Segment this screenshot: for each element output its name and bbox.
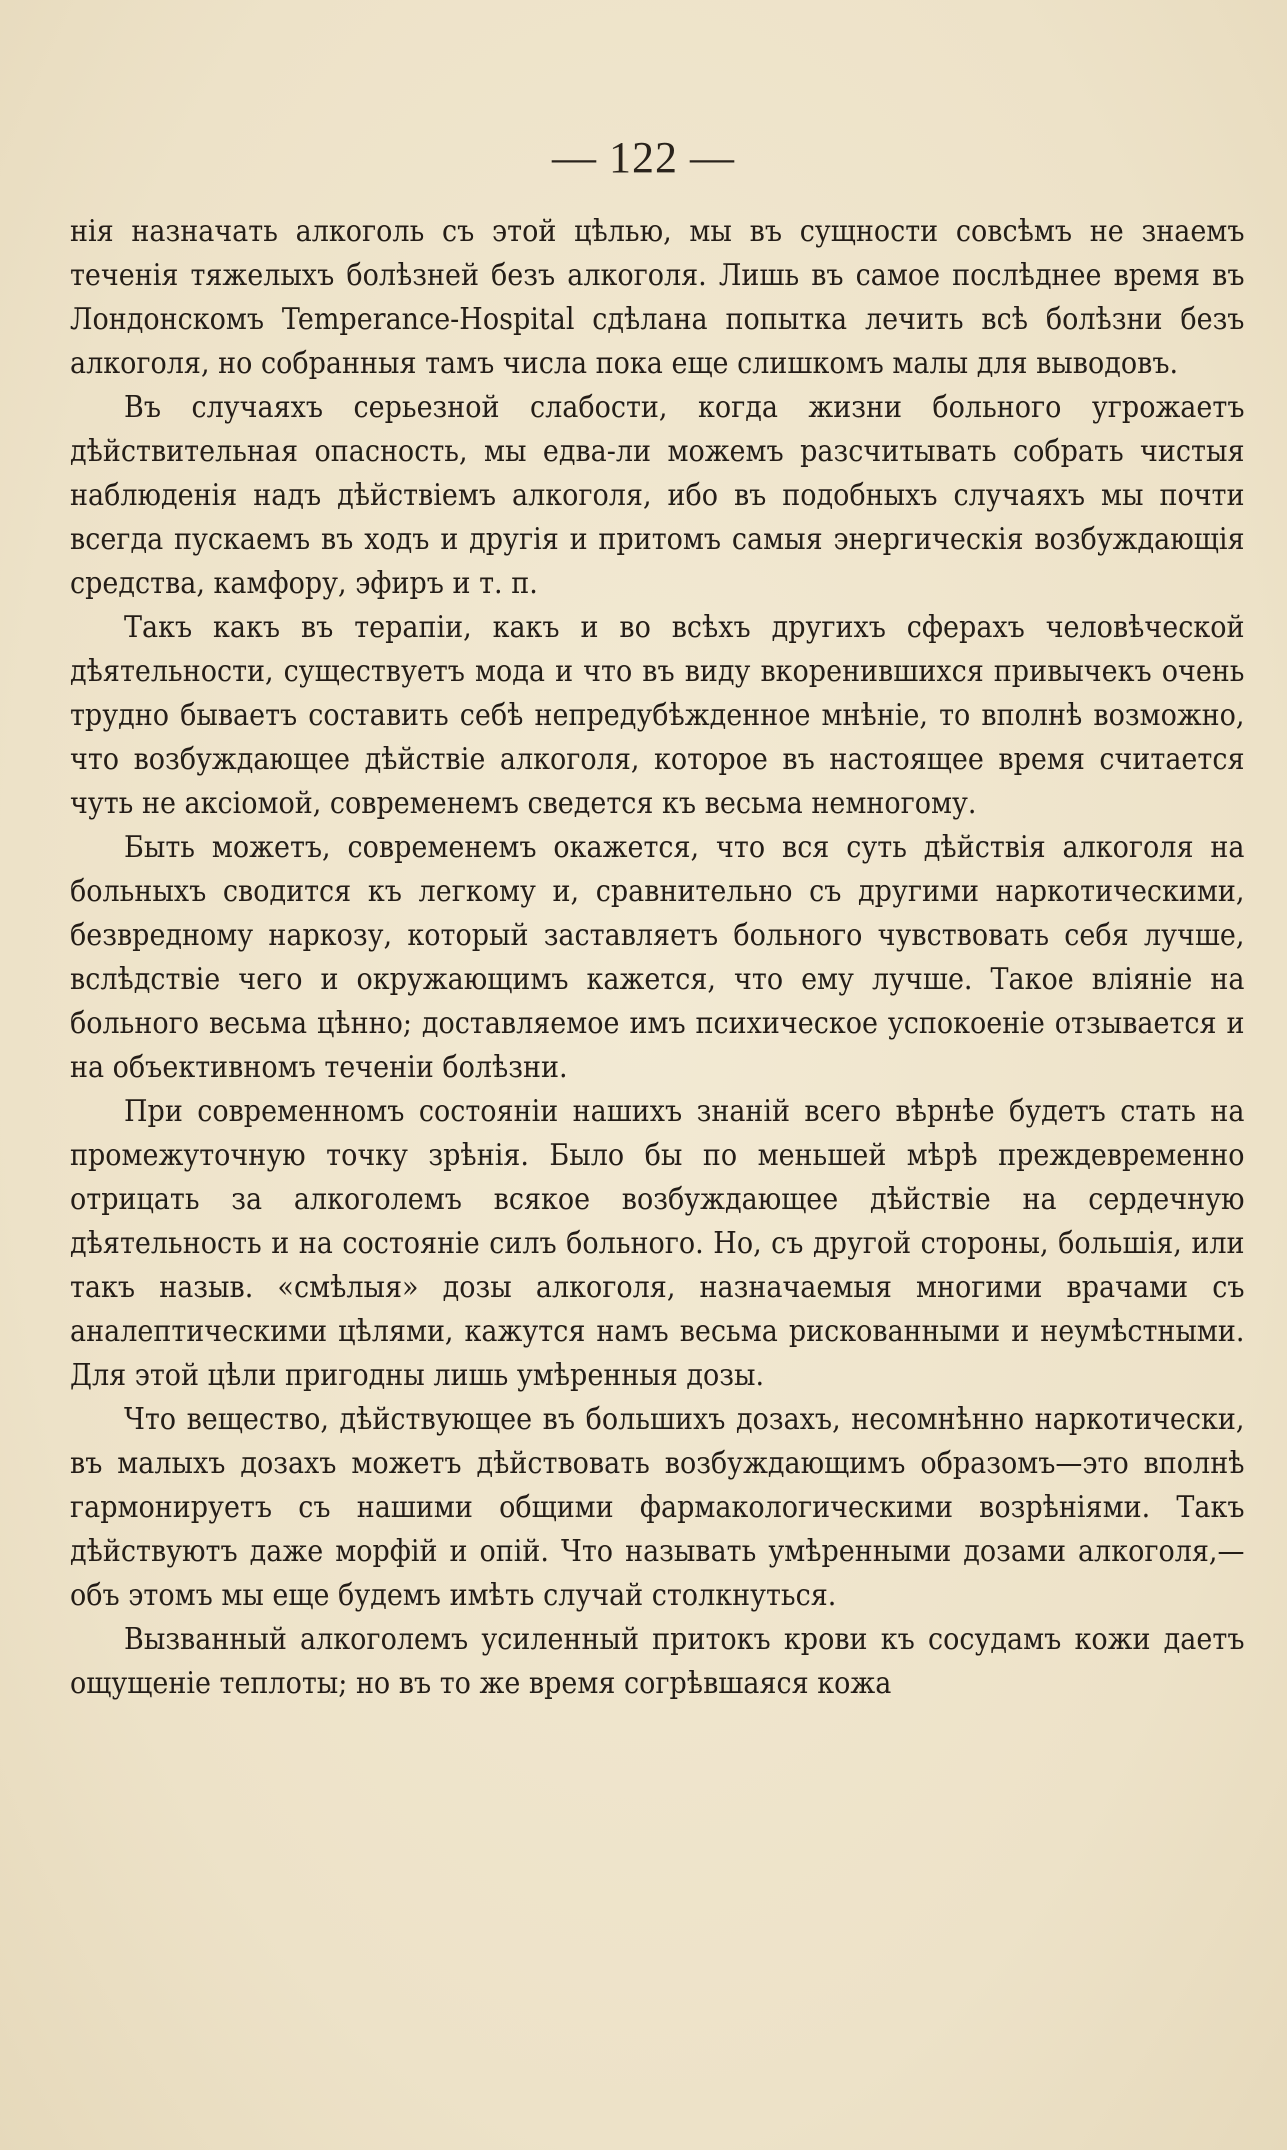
paragraph: Что вещество, дѣйствующее въ большихъ дозахъ, несомнѣнно наркотически, въ малыхъ дозахъ можетъ дѣйствовать возбуждающимъ образомъ—это вполнѣ гармонируетъ съ нашими общими фармакологическими возрѣніями. Такъ дѣйствуютъ даже морфій и опій. Что называть умѣренными дозами алкоголя,—объ этомъ мы еще будемъ имѣть случай столкнуться. — [70, 1402, 1245, 1613]
paragraph: Въ случаяхъ серьезной слабости, когда жизни больного угрожаетъ дѣйствительная опасность, мы едва-ли можемъ разсчитывать собрать чистыя наблюденія надъ дѣйствіемъ алкоголя, ибо въ подобныхъ случаяхъ мы почти всегда пускаемъ въ ходъ и другія и притомъ самыя энергическія возбуждающія средства, камфору, эфиръ и т. п. — [70, 390, 1245, 601]
paragraph: Вызванный алкоголемъ усиленный притокъ крови къ сосудамъ кожи даетъ ощущеніе теплоты; но въ то же время согрѣвшаяся кожа — [70, 1622, 1245, 1701]
paragraph: Такъ какъ въ терапіи, какъ и во всѣхъ другихъ сферахъ человѣческой дѣятельности, существуетъ мода и что въ виду вкоренившихся привычекъ очень трудно бываетъ составить себѣ непредубѣжденное мнѣніе, то вполнѣ возможно, что возбуждающее дѣйствіе алкоголя, которое въ настоящее время считается чуть не аксіомой, современемъ сведется къ весьма немногому. — [70, 610, 1245, 821]
page-number: — 122 — — [552, 133, 735, 182]
text-body — [70, 210, 1245, 1706]
paragraph: Быть можетъ, современемъ окажется, что вся суть дѣйствія алкоголя на больныхъ сводится къ легкому и, сравнительно съ другими наркотическими, безвредному наркозу, который заставляетъ больного чувствовать себя лучше, вслѣдствіе чего и окружающимъ кажется, что ему лучше. Такое вліяніе на больного весьма цѣнно; доставляемое имъ психическое успокоеніе отзывается и на объективномъ теченіи болѣзни. — [70, 830, 1245, 1085]
paragraph: нія назначать алкоголь съ этой цѣлью, мы въ сущности совсѣмъ не знаемъ теченія тяжелыхъ болѣзней безъ алкоголя. Лишь въ самое послѣднее время въ Лондонскомъ Temperance-Hospital сдѣлана попытка лечить всѣ болѣзни безъ алкоголя, но собранныя тамъ числа пока еще слишкомъ малы для выводовъ. — [70, 214, 1245, 381]
paragraph: При современномъ состояніи нашихъ знаній всего вѣрнѣе будетъ стать на промежуточную точку зрѣнія. Было бы по меньшей мѣрѣ преждевременно отрицать за алкоголемъ всякое возбуждающее дѣйствіе на сердечную дѣятельность и на состояніе силъ больного. Но, съ другой стороны, большія, или такъ назыв. «смѣлыя» дозы алкоголя, назначаемыя многими врачами съ аналептическими цѣлями, кажутся намъ весьма рискованными и неумѣстными. Для этой цѣли пригодны лишь умѣренныя дозы. — [70, 1094, 1245, 1393]
